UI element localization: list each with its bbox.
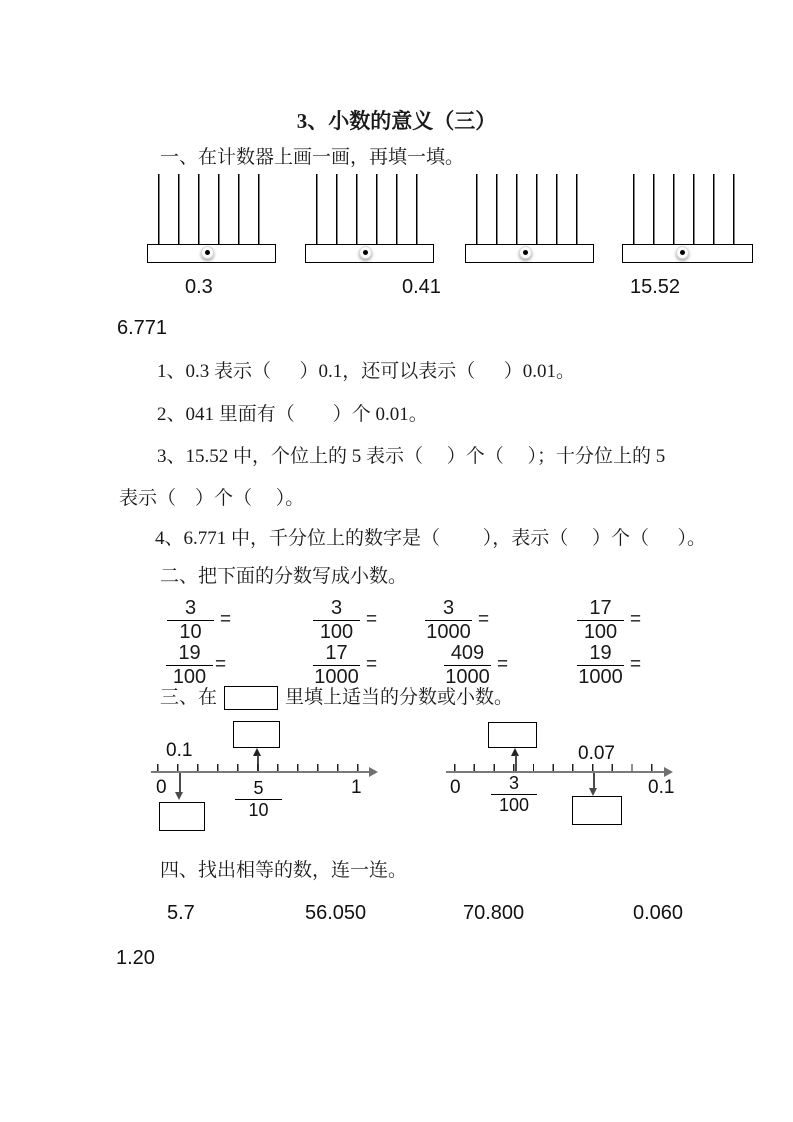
- nl2-down-arrow-shaft: [593, 773, 595, 789]
- question-3-line1: 3、15.52 中，个位上的 5 表示（ ）个（ ）；十分位上的 5: [157, 446, 666, 467]
- question-1: 1、0.3 表示（ ）0.1，还可以表示（ ）0.01。: [157, 361, 576, 382]
- bead-dot: [363, 250, 369, 256]
- nl2-down-arrowhead-icon: [589, 788, 597, 796]
- counter-3-value: 15.52: [630, 276, 681, 298]
- nl1-down-arrowhead-icon: [175, 792, 183, 800]
- nl2-fraction-3-100: [491, 774, 537, 815]
- fraction-3-1000: [425, 598, 489, 643]
- nl2-start-label: 0: [450, 777, 461, 798]
- counter-2: [305, 174, 434, 263]
- section3-heading: [160, 686, 513, 710]
- match-number-2: 56.050: [305, 902, 367, 924]
- counter-rods: [476, 174, 578, 245]
- denominator: 100: [583, 621, 618, 643]
- denominator: 1000: [426, 621, 471, 643]
- denominator: 100: [319, 621, 354, 643]
- counter-1-value: 0.3: [185, 276, 213, 298]
- counter-4-value: 6.771: [117, 317, 168, 339]
- numerator: 19: [178, 642, 201, 664]
- equals-sign: =: [630, 609, 642, 630]
- equals-sign: =: [478, 609, 490, 630]
- counter-2-value: 0.41: [402, 276, 441, 298]
- numerator: 3: [330, 597, 343, 619]
- nl2-above-label: 0.07: [578, 743, 615, 764]
- numerator: 3: [184, 597, 197, 619]
- denominator: 100: [498, 795, 530, 815]
- nl2-answer-box-below: [572, 796, 622, 825]
- denominator: 100: [172, 666, 207, 688]
- fraction-17-100: [577, 598, 641, 643]
- nl2-answer-box-above: [488, 722, 537, 748]
- nl1-axis-arrowhead-icon: [369, 767, 378, 777]
- numerator: 17: [325, 642, 348, 664]
- match-number-5: 1.20: [116, 947, 155, 969]
- decimal-point-bead: [519, 246, 532, 259]
- nl1-end-label: 1: [351, 777, 362, 798]
- nl2-axis-arrowhead-icon: [664, 767, 673, 777]
- nl1-ticks: [157, 764, 359, 771]
- decimal-point-bead: [676, 246, 689, 259]
- decimal-point-bead: [201, 246, 214, 259]
- counter-rods: [633, 174, 735, 245]
- question-2: 2、041 里面有（ ）个 0.01。: [157, 404, 428, 425]
- nl1-axis-line: [151, 771, 370, 773]
- nl2-ticks: [454, 764, 654, 771]
- denominator: 1000: [578, 666, 623, 688]
- denominator: 1000: [445, 666, 490, 688]
- nl1-answer-box-above: [233, 721, 280, 748]
- match-number-1: 5.7: [167, 902, 195, 924]
- counter-1: [147, 174, 276, 263]
- counter-rods: [316, 174, 418, 245]
- nl1-answer-box-below: [159, 802, 205, 831]
- section4-heading: 四、找出相等的数，连一连。: [160, 860, 408, 881]
- fraction-409-1000: [444, 643, 508, 688]
- equals-sign: =: [630, 654, 642, 675]
- section3-heading-post: 里填上适当的分数或小数。: [285, 687, 514, 708]
- fraction-3-100: [313, 598, 377, 643]
- counter-rods: [158, 174, 260, 245]
- nl1-down-arrow-shaft: [179, 773, 181, 792]
- nl1-fraction-5-10: [235, 779, 282, 820]
- equals-sign: =: [215, 654, 227, 675]
- numerator: 17: [589, 597, 612, 619]
- nl2-end-label: 0.1: [648, 777, 675, 798]
- equals-sign: =: [220, 609, 232, 630]
- counter-3: [465, 174, 594, 263]
- section3-heading-pre: 三、在: [160, 687, 218, 708]
- nl1-start-label: 0: [156, 777, 167, 798]
- match-number-3: 70.800: [463, 902, 525, 924]
- answer-box-inline: [224, 686, 278, 710]
- equals-sign: =: [497, 654, 509, 675]
- match-number-4: 0.060: [633, 902, 684, 924]
- equals-sign: =: [366, 654, 378, 675]
- question-4: 4、6.771 中，千分位上的数字是（ ），表示（ ）个（ ）。: [155, 528, 707, 549]
- section2-heading: 二、把下面的分数写成小数。: [160, 566, 408, 587]
- denominator: 10: [248, 800, 269, 820]
- fraction-19-1000: [577, 643, 641, 688]
- bead-dot: [205, 250, 211, 256]
- denominator: 1000: [314, 666, 359, 688]
- fraction-17-1000: [313, 643, 377, 688]
- page-title: 3、小数的意义（三）: [296, 109, 497, 133]
- denominator: 10: [179, 621, 202, 643]
- numerator: 5: [253, 778, 264, 798]
- nl2-axis-line: [446, 771, 665, 773]
- fraction-3-10: [167, 598, 231, 643]
- equals-sign: =: [366, 609, 378, 630]
- nl1-above-label: 0.1: [166, 740, 193, 761]
- section1-heading: 一、在计数器上画一画，再填一填。: [160, 147, 465, 168]
- numerator: 19: [589, 642, 612, 664]
- question-3-line2: 表示（ ）个（ ）。: [119, 488, 305, 509]
- numerator: 3: [442, 597, 455, 619]
- bead-dot: [680, 250, 686, 256]
- numerator: 409: [450, 642, 485, 664]
- numerator: 3: [508, 773, 519, 793]
- decimal-point-bead: [359, 246, 372, 259]
- counter-4: [622, 174, 753, 263]
- fraction-19-100: [166, 643, 226, 688]
- bead-dot: [523, 250, 529, 256]
